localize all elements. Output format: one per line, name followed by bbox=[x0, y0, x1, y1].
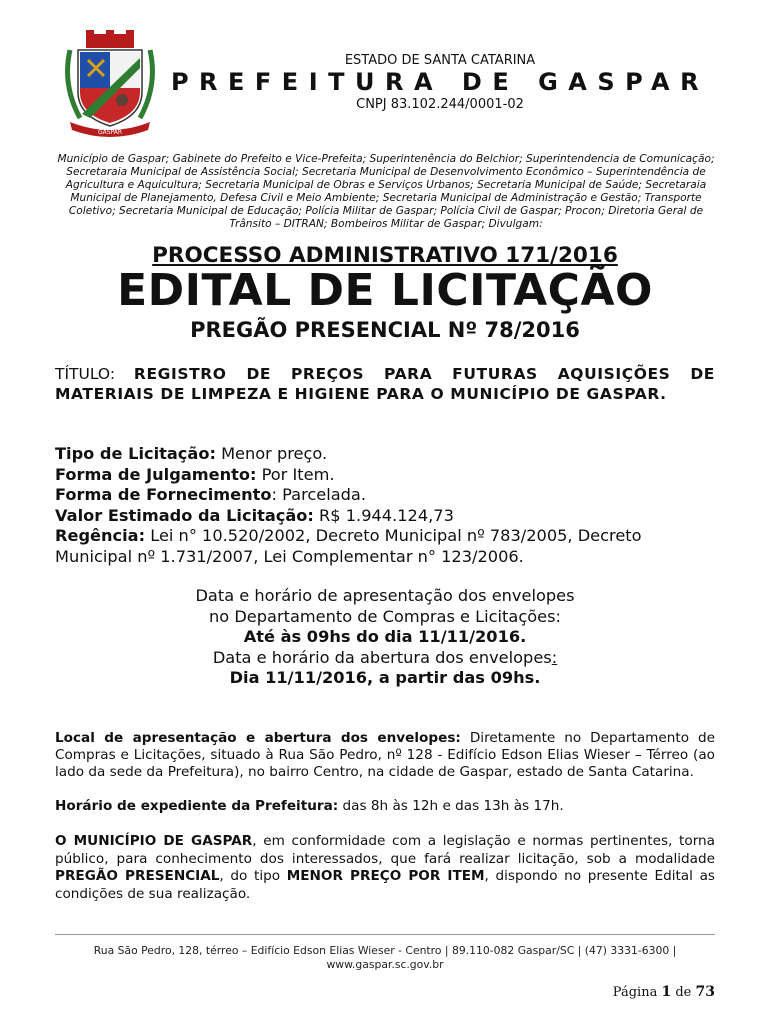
forma-julgamento-label: Forma de Julgamento: bbox=[55, 464, 257, 484]
dates-deadline: Até às 09hs do dia 11/11/2016. bbox=[243, 627, 527, 646]
valor-estimado bbox=[55, 506, 725, 527]
state-name: ESTADO DE SANTA CATARINA bbox=[344, 53, 536, 68]
page-label: Página bbox=[612, 985, 658, 1000]
dates-opening-label: Data e horário da abertura dos envelopes bbox=[212, 647, 552, 667]
footer-website: www.gaspar.sc.gov.br bbox=[326, 958, 444, 971]
titulo-value: REGISTRO DE PREÇOS PARA FUTURAS AQUISIÇÕES DE MATERIAIS DE LIMPEZA E HIGIENE PARA O MUNICÍPIO DE GASPAR. bbox=[55, 365, 715, 403]
cnpj: CNPJ 83.102.244/0001-02 bbox=[356, 97, 524, 112]
municipio-b1: O MUNICÍPIO DE GASPAR bbox=[55, 833, 253, 849]
horario-block bbox=[55, 798, 715, 815]
regencia-line1: Lei n° 10.520/2002, Decreto Municipal nº 783/2005, Decreto bbox=[145, 526, 642, 545]
valor-value: R$ 1.944.124,73 bbox=[313, 505, 454, 525]
dates-line4 bbox=[40, 648, 730, 669]
dates-line2: no Departamento de Compras e Licitações: bbox=[209, 606, 561, 626]
forma-fornecimento-value: : Parcelada. bbox=[271, 485, 366, 504]
pregao-presencial: PREGÃO PRESENCIAL Nº 78/2016 bbox=[190, 318, 580, 342]
processo-administrativo: PROCESSO ADMINISTRATIVO 171/2016 bbox=[152, 243, 618, 268]
forma-fornecimento-label: Forma de Fornecimento bbox=[55, 485, 272, 504]
regencia-label: Regência: bbox=[55, 526, 146, 545]
municipio-t3: , dispondo no presente Edital as condições de sua realização. bbox=[55, 868, 715, 902]
page-total: 73 bbox=[695, 984, 715, 1000]
forma-julgamento-value: Por Item. bbox=[256, 464, 335, 484]
local-text: Diretamente no Departamento de Compras e Licitações, situado à Rua São Pedro, nº 128 - Edifício Edson Elias Wieser – Térreo (ao lado da sede da Prefeitura), no bairro Centro, na cidade de Gaspar, estado de Santa Catarina. bbox=[55, 730, 716, 780]
licitacao-info bbox=[55, 444, 725, 567]
local-label: Local de apresentação e abertura dos envelopes: bbox=[55, 730, 461, 746]
crest-ribbon-text: GASPAR bbox=[97, 129, 123, 136]
horario-label: Horário de expediente da Prefeitura: bbox=[55, 798, 339, 814]
local-block bbox=[55, 730, 715, 781]
dates-line1: Data e horário de apresentação dos envelopes bbox=[195, 586, 575, 605]
dates-block bbox=[40, 586, 730, 689]
agencies-list: Município de Gaspar; Gabinete do Prefeito e Vice-Prefeita; Superintenência do Belchior; Superintendencia de Comunicação; Secretaraia Municipal de Assistência Social; Secretaria Municipal de Desenvolvimento Econômico – Superintendência de Agricultura e Aquicultura; Secretaria Municipal de Obras e Serviços Urbanos; Secretaria Municipal de Saúde; Secretaraia Municipal de Planejamento, Defesa Civil e Meio Ambiente; Secretaria Municipal de Administração e Gestão; Transporte Coletivo; Secretaria Municipal de Educação; Polícia Militar de Gaspar; Polícia Civil de Gaspar; Procon; Diretoria Geral de Trânsito – DITRAN; Bombeiros Militar de Gaspar; Divulgam: bbox=[57, 153, 715, 230]
dates-line3 bbox=[40, 627, 730, 648]
tipo-licitacao bbox=[55, 444, 725, 465]
municipio-t1: , em conformidade com a legislação e normas pertinentes, torna público, para conhecimento dos interessados, que fará realizar licitação, sob a modalidade bbox=[55, 833, 715, 867]
forma-fornecimento bbox=[55, 485, 725, 506]
dates-line5 bbox=[40, 668, 730, 689]
regencia-line2: Municipal nº 1.731/2007, Lei Complementar n° 123/2006. bbox=[55, 546, 524, 566]
valor-label: Valor Estimado da Licitação: bbox=[55, 505, 314, 525]
gaspar-coat-of-arms bbox=[60, 30, 160, 138]
dates-opening: Dia 11/11/2016, a partir das 09hs. bbox=[229, 668, 541, 687]
horario-text: das 8h às 12h e das 13h às 17h. bbox=[338, 798, 564, 814]
tipo-label: Tipo de Licitação: bbox=[55, 444, 216, 463]
municipio-t2: , do tipo bbox=[219, 868, 287, 884]
page-of: de bbox=[675, 985, 692, 1000]
page-current: 1 bbox=[661, 984, 672, 1000]
prefeitura-title: PREFEITURA DE GASPAR bbox=[170, 68, 710, 96]
titulo-label: TÍTULO: bbox=[55, 365, 116, 383]
page-number bbox=[613, 984, 715, 1000]
regencia bbox=[55, 526, 725, 547]
forma-julgamento bbox=[55, 465, 725, 486]
municipio-b2: PREGÃO PRESENCIAL bbox=[55, 868, 220, 884]
dates-opening-colon: : bbox=[551, 647, 558, 667]
footer bbox=[40, 944, 730, 972]
footer-divider bbox=[55, 934, 715, 935]
footer-address: Rua São Pedro, 128, térreo – Edifício Edson Elias Wieser - Centro | 89.110-082 Gaspar/SC | (47) 3331-6300 | bbox=[93, 944, 677, 957]
municipio-b3: MENOR PREÇO POR ITEM bbox=[286, 868, 485, 884]
titulo-block bbox=[55, 364, 715, 404]
edital-title: EDITAL DE LICITAÇÃO bbox=[117, 265, 653, 316]
municipio-paragraph bbox=[55, 833, 715, 903]
tipo-value: Menor preço. bbox=[215, 444, 328, 463]
